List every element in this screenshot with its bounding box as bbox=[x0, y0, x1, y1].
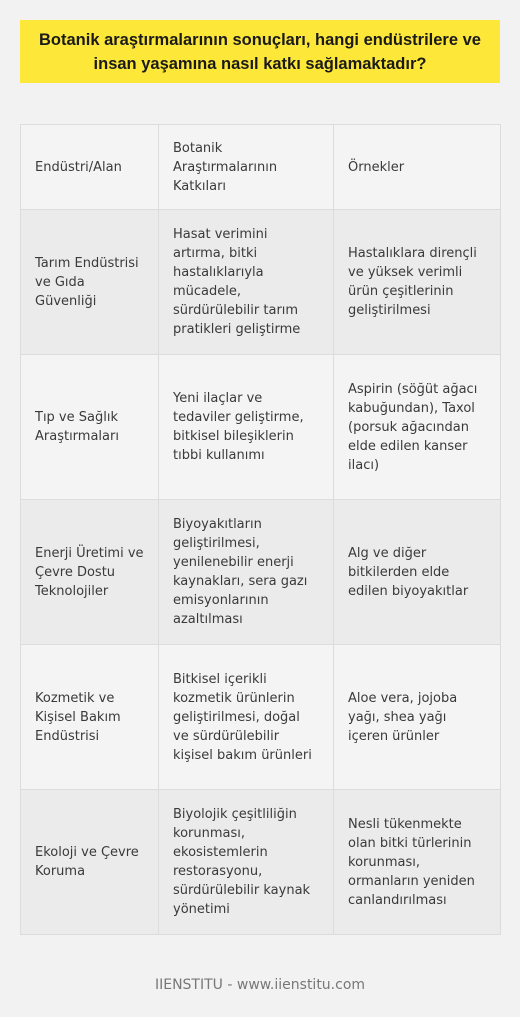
column-header-industry: Endüstri/Alan bbox=[21, 125, 159, 210]
cell-contributions: Hasat verimini artırma, bitki hastalıklarıyla mücadele, sürdürülebilir tarım pratikleri geliştirme bbox=[159, 210, 334, 355]
cell-contributions: Yeni ilaçlar ve tedaviler geliştirme, bitkisel bileşiklerin tıbbi kullanımı bbox=[159, 355, 334, 500]
cell-industry: Ekoloji ve Çevre Koruma bbox=[21, 790, 159, 935]
cell-industry: Tıp ve Sağlık Araştırmaları bbox=[21, 355, 159, 500]
cell-contributions: Biyolojik çeşitliliğin korunması, ekosistemlerin restorasyonu, sürdürülebilir kaynak yönetimi bbox=[159, 790, 334, 935]
cell-examples: Aspirin (söğüt ağacı kabuğundan), Taxol (porsuk ağacından elde edilen kanser ilacı) bbox=[334, 355, 501, 500]
cell-industry: Enerji Üretimi ve Çevre Dostu Teknolojiler bbox=[21, 500, 159, 645]
cell-examples: Alg ve diğer bitkilerden elde edilen biyoyakıtlar bbox=[334, 500, 501, 645]
comparison-table bbox=[20, 124, 501, 935]
cell-industry: Kozmetik ve Kişisel Bakım Endüstrisi bbox=[21, 645, 159, 790]
table-row bbox=[21, 500, 501, 645]
cell-contributions: Biyoyakıtların geliştirilmesi, yenilenebilir enerji kaynakları, sera gazı emisyonlarının azaltılması bbox=[159, 500, 334, 645]
page-title: Botanik araştırmalarının sonuçları, hangi endüstrilere ve insan yaşamına nasıl katkı sağlamaktadır? bbox=[39, 30, 481, 73]
cell-examples: Nesli tükenmekte olan bitki türlerinin korunması, ormanların yeniden canlandırılması bbox=[334, 790, 501, 935]
comparison-table-container bbox=[20, 124, 500, 935]
table-header-row bbox=[21, 125, 501, 210]
cell-contributions: Bitkisel içerikli kozmetik ürünlerin geliştirilmesi, doğal ve sürdürülebilir kişisel bakım ürünleri bbox=[159, 645, 334, 790]
title-banner bbox=[20, 20, 500, 83]
table-row bbox=[21, 355, 501, 500]
table-row bbox=[21, 645, 501, 790]
cell-industry: Tarım Endüstrisi ve Gıda Güvenliği bbox=[21, 210, 159, 355]
cell-examples: Aloe vera, jojoba yağı, shea yağı içeren ürünler bbox=[334, 645, 501, 790]
column-header-examples: Örnekler bbox=[334, 125, 501, 210]
cell-examples: Hastalıklara dirençli ve yüksek verimli ürün çeşitlerinin geliştirilmesi bbox=[334, 210, 501, 355]
footer-credit: IIENSTITU - www.iienstitu.com bbox=[154, 977, 366, 993]
table-row bbox=[21, 210, 501, 355]
table-row bbox=[21, 790, 501, 935]
column-header-contributions: Botanik Araştırmalarının Katkıları bbox=[159, 125, 334, 210]
